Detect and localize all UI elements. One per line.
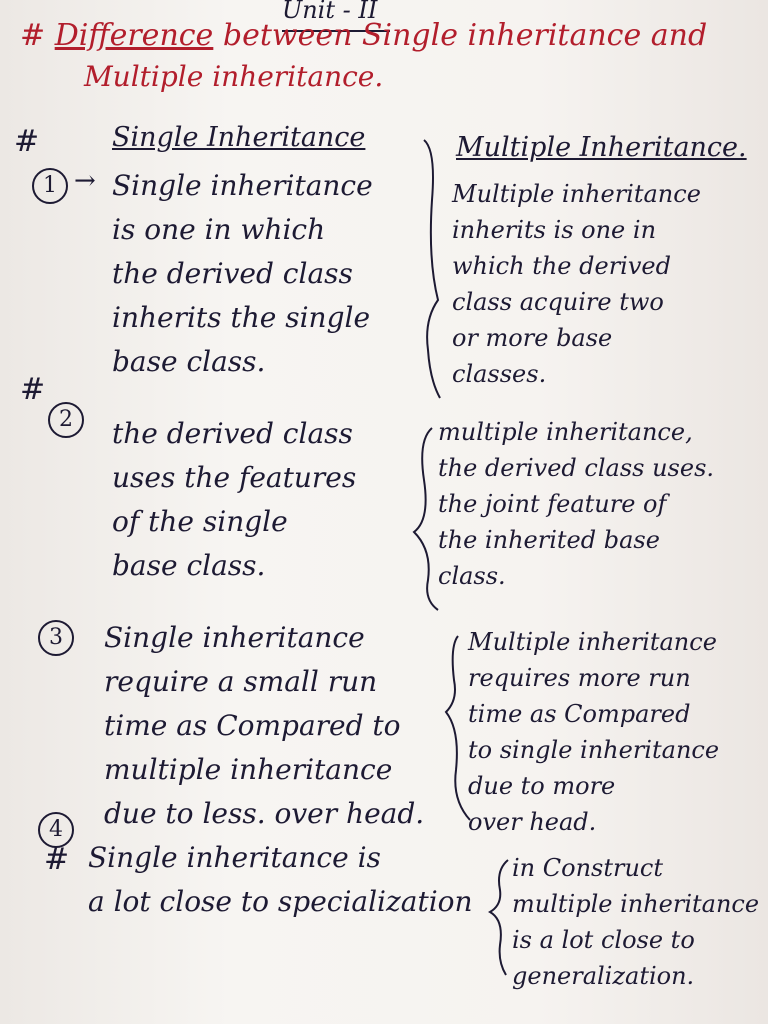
title-line-2: Multiple inheritance. xyxy=(84,60,384,93)
brace-point-3 xyxy=(446,636,470,820)
hash-mark: # xyxy=(20,18,46,53)
brace-point-4 xyxy=(490,860,508,975)
point-4-right: in Construct multiple inheritance is a lot close to generalization. xyxy=(512,854,760,990)
arrow-icon: → xyxy=(74,166,96,196)
point-1-right: Multiple inheritance inherits is one in which the derived class acquire two or more base classes. xyxy=(452,180,701,388)
brace-point-2 xyxy=(414,428,438,610)
point-3-left: Single inheritance require a small run time as Compared to multiple inheritance due to less. over head. xyxy=(104,621,425,830)
point-1-left: Single inheritance is one in which the derived class inherits the single base class. xyxy=(112,169,373,378)
point-2-left: the derived class uses the features of the single base class. xyxy=(112,417,357,582)
point-number-3: 3 xyxy=(38,620,74,656)
point-2-right: multiple inheritance, the derived class uses. the joint feature of the inherited base class. xyxy=(438,418,715,590)
title-difference: Difference xyxy=(54,18,214,53)
left-column-heading: Single Inheritance xyxy=(112,122,366,153)
point-number-1: 1 xyxy=(32,168,68,204)
point-2-hash: # xyxy=(20,372,46,407)
point-3-right: Multiple inheritance requires more run time as Compared to single inheritance due to more over head. xyxy=(468,628,720,836)
right-column-heading: Multiple Inheritance. xyxy=(456,132,747,163)
unit-label: Unit - II xyxy=(282,0,378,24)
point-4-hash: # xyxy=(44,842,70,877)
columns-hash: # xyxy=(14,124,40,159)
point-number-2: 2 xyxy=(48,402,84,438)
point-4-left: Single inheritance is a lot close to specialization xyxy=(88,841,473,918)
point-number-4: 4 xyxy=(38,812,74,848)
title-rest: between Single inheritance and xyxy=(222,18,708,53)
brace-point-1 xyxy=(424,140,440,398)
